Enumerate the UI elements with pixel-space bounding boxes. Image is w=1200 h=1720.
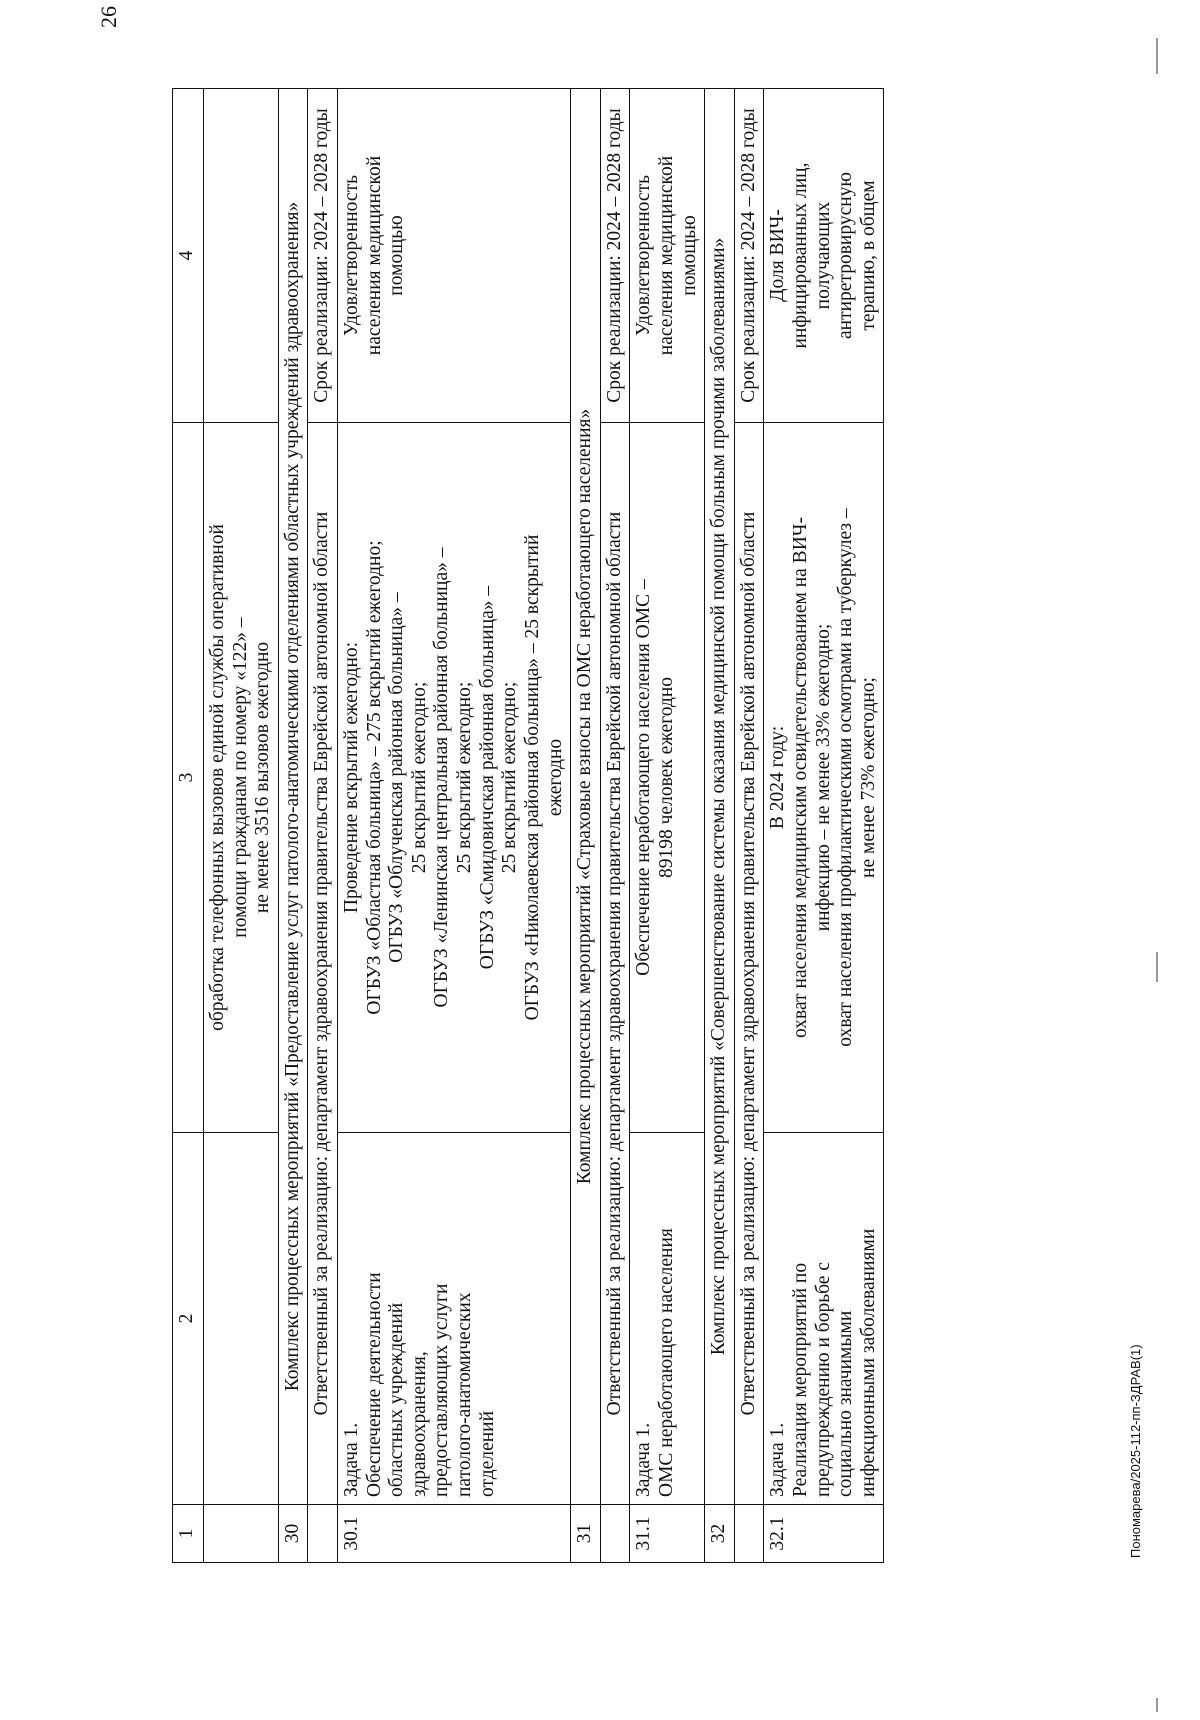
section-30-responsible: Ответственный за реализацию: департамент здравоохранения правительства Еврейской автономной области: [308, 423, 338, 1505]
continuation-result: обработка телефонных вызовов единой службы оперативной помощи гражданам по номеру «122» – не менее 3516 вызовов ежегодно: [204, 423, 279, 1133]
task-31-1-result: Обеспечение неработающего населения ОМС – 89198 человек ежегодно: [630, 423, 705, 1133]
header-row: [173, 89, 204, 1563]
section-31-term: Срок реализации: 2024 – 2028 годы: [600, 89, 630, 423]
section-31-number: 31: [571, 1505, 601, 1563]
section-30-term: Срок реализации: 2024 – 2028 годы: [308, 89, 338, 423]
section-30-row: [278, 89, 308, 1563]
rotated-table-container: [172, 89, 1172, 1563]
section-31-title: Комплекс процессных мероприятий «Страховые взносы на ОМС неработающего населения»: [571, 89, 601, 1505]
task-31-1-description: Задача 1. ОМС неработающего населения: [630, 1133, 705, 1505]
task-30-1-indicator: Удовлетворенность населения медицинской помощью: [338, 89, 571, 423]
section-31-row: [571, 89, 601, 1563]
task-32-1-result: В 2024 году: охват населения медицинским освидетельствованием на ВИЧ- инфекцию – не менее 33% ежегодно; охват населения профилактическими осмотрами на туберкулез – не менее 73% ежегодно;: [764, 423, 884, 1133]
section-32-title: Комплекс процессных мероприятий «Совершенствование системы оказания медицинской помощи больным прочими заболеваниями»: [705, 89, 735, 1505]
task-32-1-description: Задача 1. Реализация мероприятий по предупреждению и борьбе с социально значимыми инфекционными заболеваниями: [764, 1133, 884, 1505]
section-31-responsible: Ответственный за реализацию: департамент здравоохранения правительства Еврейской автономной области: [600, 423, 630, 1505]
section-30-responsible-row: [308, 89, 338, 1563]
section-32-term: Срок реализации: 2024 – 2028 годы: [734, 89, 764, 423]
continuation-row: [204, 89, 279, 1563]
task-32-1-row: [764, 89, 884, 1563]
margin-mark-bottom: [1156, 1698, 1158, 1712]
section-32-responsible-row: [734, 89, 764, 1563]
task-32-1-number: 32.1: [764, 1505, 884, 1563]
task-30-1-row: [338, 89, 571, 1563]
header-col-1: 1: [173, 1505, 204, 1563]
page-number: 26: [96, 6, 121, 28]
margin-mark-top: [1156, 38, 1158, 74]
task-30-1-description: Задача 1. Обеспечение деятельности областных учреждений здравоохранения, предоставляющих услуги патолого-анатомических отделений: [338, 1133, 571, 1505]
section-30-title: Комплекс процессных мероприятий «Предоставление услуг патолого-анатомическими отделениями областных учреждений здравоохранения»: [278, 89, 308, 1505]
header-col-3: 3: [173, 423, 204, 1133]
plan-table: [172, 88, 884, 1563]
header-col-2: 2: [173, 1133, 204, 1505]
task-31-1-number: 31.1: [630, 1505, 705, 1563]
task-30-1-result: Проведение вскрытий ежегодно: ОГБУЗ «Областная больница» – 275 вскрытий ежегодно; ОГБУЗ «Облученская районная больница» – 25 вскрытий ежегодно; ОГБУЗ «Ленинская центральная районная больница» – 25 вскрытий ежегодно; ОГБУЗ «Смидовичская районная больница» – 25 вскрытий ежегодно; ОГБУЗ «Николаевская районная больница» – 25 вскрытий ежегодно: [338, 423, 571, 1133]
section-32-number: 32: [705, 1505, 735, 1563]
task-30-1-number: 30.1: [338, 1505, 571, 1563]
task-31-1-indicator: Удовлетворенность населения медицинской помощью: [630, 89, 705, 423]
section-32-row: [705, 89, 735, 1563]
section-32-responsible: Ответственный за реализацию: департамент здравоохранения правительства Еврейской автономной области: [734, 423, 764, 1505]
document-footer-code: Пономарева/2025-112-пп-ЗДРАВ(1): [1128, 1344, 1143, 1558]
section-31-responsible-row: [600, 89, 630, 1563]
task-32-1-indicator: Доля ВИЧ- инфицированных лиц, получающих антиретровирусную терапию, в общем: [764, 89, 884, 423]
margin-mark-middle: [1156, 952, 1158, 982]
header-col-4: 4: [173, 89, 204, 423]
task-31-1-row: [630, 89, 705, 1563]
section-30-number: 30: [278, 1505, 308, 1563]
